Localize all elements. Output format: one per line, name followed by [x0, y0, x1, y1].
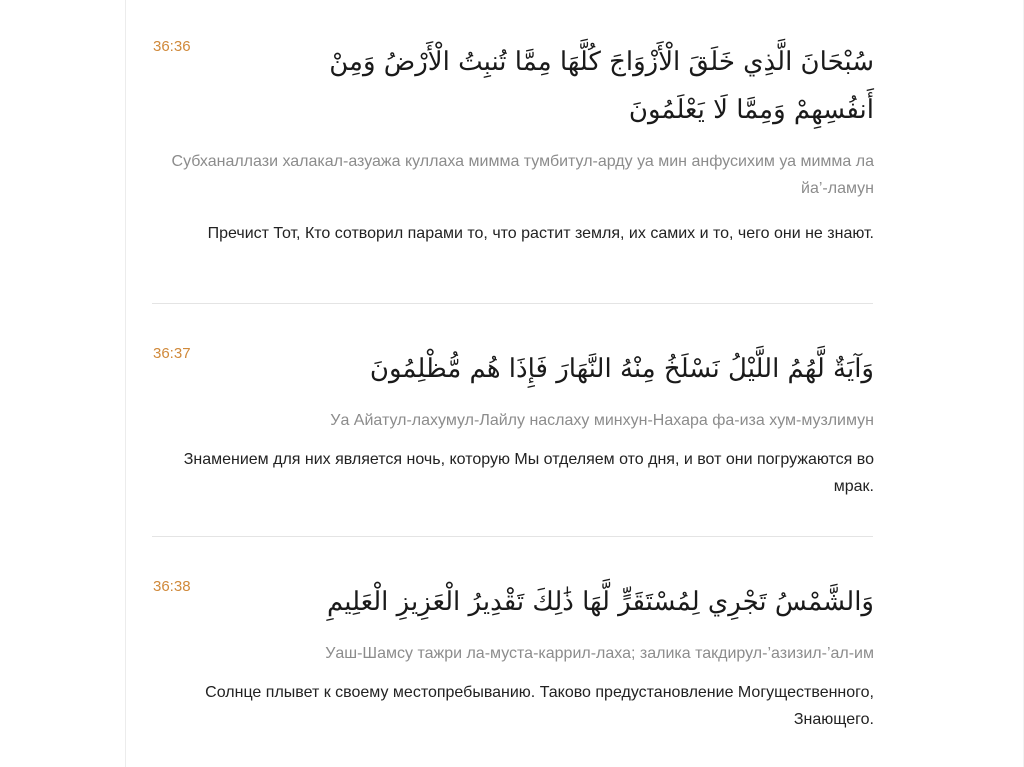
translation-text: Солнце плывет к своему местопребыванию. Таково предустановление Могущественного, Знающего.: [205, 684, 874, 728]
verse-number-link[interactable]: 36:38: [153, 578, 191, 595]
transliteration-text: Уа Айатул-лахумул-Лайлу наслаху минхун-Нахара фа-иза хум-музлимун: [330, 412, 874, 429]
verse-number-link[interactable]: 36:36: [153, 38, 191, 55]
verse-separator: [152, 303, 873, 304]
arabic-text: وَالشَّمْسُ تَجْرِي لِمُسْتَقَرٍّ لَّهَا ذَٰلِكَ تَقْدِيرُ الْعَزِيزِ الْعَلِيمِ: [326, 587, 874, 617]
verse-block: [150, 345, 874, 500]
verse-block: [150, 38, 874, 247]
translation-text: Знамением для них является ночь, которую Мы отделяем ото дня, и вот они погружаются во мрак.: [183, 451, 874, 495]
arabic-text: وَآيَةٌ لَّهُمُ اللَّيْلُ نَسْلَخُ مِنْهُ النَّهَارَ فَإِذَا هُم مُّظْلِمُونَ: [369, 354, 874, 384]
transliteration-text: Субханаллази халакал-азуажа куллаха мимма тумбитул-арду уа мин анфусихим уа мимма ла йа’-ламун: [171, 153, 874, 197]
transliteration-text: Уаш-Шамсу тажри ла-муста-каррил-лаха; залика такдирул-’азизил-’ал-им: [325, 645, 874, 662]
verse-block: [150, 578, 874, 733]
page-left-border: [125, 0, 126, 767]
verse-number-link[interactable]: 36:37: [153, 345, 191, 362]
arabic-text: سُبْحَانَ الَّذِي خَلَقَ الْأَزْوَاجَ كُلَّهَا مِمَّا تُنبِتُ الْأَرْضُ وَمِنْ أَنفُسِهِمْ وَمِمَّا لَا يَعْلَمُونَ: [329, 47, 874, 125]
verse-separator: [152, 536, 873, 537]
translation-text: Пречист Тот, Кто сотворил парами то, что растит земля, их самих и то, чего они не знают.: [207, 225, 874, 242]
